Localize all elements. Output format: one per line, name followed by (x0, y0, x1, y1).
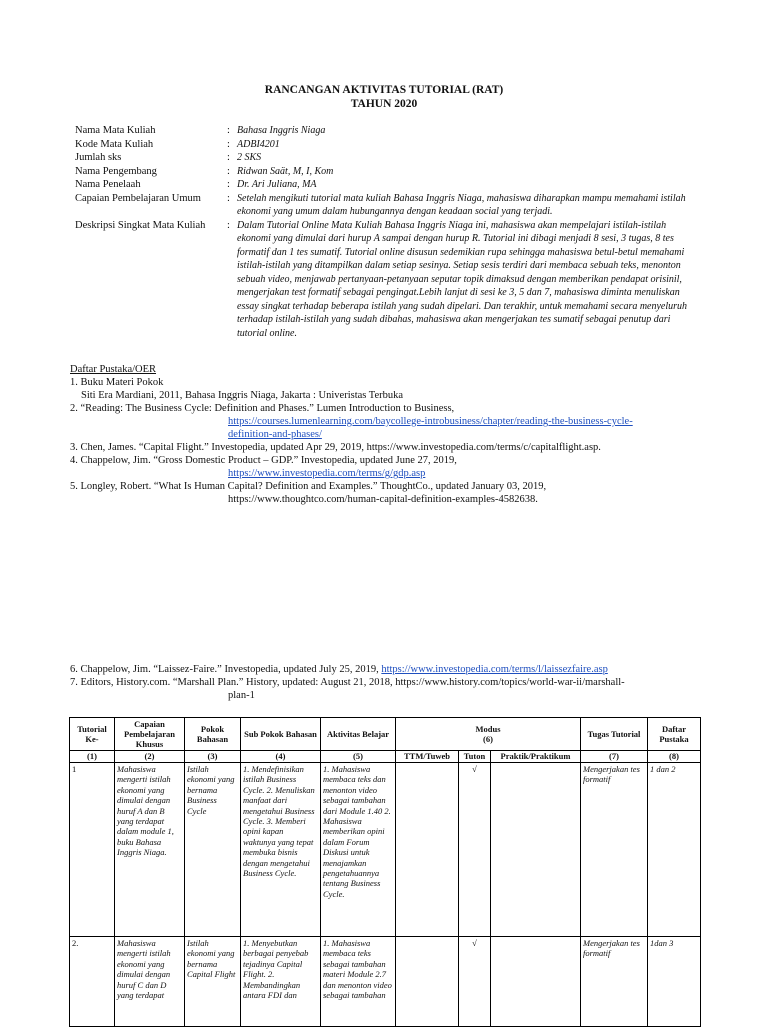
course-info (75, 124, 695, 340)
cell-praktik (491, 763, 581, 937)
cell-tugas: Mengerjakan tes formatif (581, 937, 648, 1027)
header-sub-pokok: Sub Pokok Bahasan (241, 718, 321, 751)
cell-pustaka: 1dan 3 (648, 937, 701, 1027)
cell-sub-pokok: 1. Mendefinisikan istilah Business Cycle. 2. Menuliskan manfaat dari mengetahui Business Cycle. 3. Memberi opini kapan waktunya yang tepat membuka bisnis dengan mengetahui Business Cycle. (241, 763, 321, 937)
cell-capaian: Mahasiswa mengerti istilah ekonomi yang dimulai dengan huruf A dan B yang terdapat dalam module 1, buku Bahasa Inggris Niaga. (115, 763, 185, 937)
reference-item: 2. “Reading: The Business Cycle: Definition and Phases.” Lumen Introduction to Business, (70, 403, 455, 414)
info-value: Bahasa Inggris Niaga (237, 125, 326, 136)
cell-pokok: Istilah ekonomi yang bernama Business Cycle (185, 763, 241, 937)
header-tutorial: Tutorial Ke- (70, 718, 115, 751)
document-title: RANCANGAN AKTIVITAS TUTORIAL (RAT) (264, 84, 504, 96)
cell-tutorial-no: 2. (70, 937, 115, 1027)
info-label: Kode Mata Kuliah (75, 138, 154, 150)
info-value: 2 SKS (237, 152, 262, 163)
header-modus: Modus (6) (396, 718, 581, 751)
info-row-sks: Jumlah sks : 2 SKS (75, 151, 695, 165)
cell-aktivitas: 1. Mahasiswa membaca teks dan menonton video sebagai tambahan dari Module 1.40 2. Mahasiswa memberikan opini dalam Forum Diskusi untuk menajamkan pengetahuannya tentang Business Cycle. (321, 763, 396, 937)
header-tugas: Tugas Tutorial (581, 718, 648, 751)
reference-item: 3. Chen, James. “Capital Flight.” Investopedia, updated Apr 29, 2019, https://www.investopedia.com/terms/c/capitalflight.asp. (70, 442, 601, 453)
cell-ttm (396, 763, 459, 937)
info-row-description: Deskripsi Singkat Mata Kuliah : Dalam Tutorial Online Mata Kuliah Bahasa Inggris Niaga ini, mahasiswa akan mempelajari istilah-istilah ekonomi yang dimulai dari hurup A sampai dengan hurup R. Tutorial ini dibagi menjadi 8 sesi, 3 tugas, 8 tes formatif dan 1 tes sumatif. Tutorial online disusun sedemikian rupa sehingga mahasiswa betul-betul memahami istilah-istilah yang ditampilkan dalam setiap sesinya. Setiap sesis terdiri dari membaca sebuah teks, menonton sebuah video, menjawab pertanyaan-petanyaan seputar topik dimaksud dengan memberikan pendapat orisinil, mengerjakan test formatif sebagai pengingat.Lebih lanjut di sesi ke 3, 5 dan 7, mahasiswa diminta menuliskan essay singkat terhadap beberapa istilah yang sudah dipelari. Dan terakhir, untuk memahami secara menyeluruh terhadap istilah-istilah yang sudah dibahas, mahasiswa akan mengerjakan tes sumatif sebagai penutup dari tutorial online. (75, 219, 695, 341)
info-label: Nama Mata Kuliah (75, 125, 156, 136)
info-row-reviewer: Nama Penelaah : Dr. Ari Juliana, MA (75, 178, 695, 192)
reference-link[interactable]: https://www.investopedia.com/terms/l/laissezfaire.asp (381, 664, 608, 675)
reference-item: 6. Chappelow, Jim. “Laissez-Faire.” Investopedia, updated July 25, 2019, https://www.investopedia.com/terms/l/laissezfaire.asp (70, 664, 608, 675)
cell-sub-pokok: 1. Menyebutkan berbagai penyebab tejadinya Capital Flight. 2. Membandingkan antara FDI dan (241, 937, 321, 1027)
info-value: Setelah mengikuti tutorial mata kuliah Bahasa Inggris Niaga, mahasiswa diharapkan mampu memahami istilah ekonomi yang umum dalam hubungannya dengan keadaan social yang terjadi. (237, 192, 686, 217)
header-tuton: Tuton (459, 751, 491, 763)
info-label: Deskripsi Singkat Mata Kuliah (75, 219, 206, 231)
cell-pustaka: 1 dan 2 (648, 763, 701, 937)
cell-tutorial-no: 1 (70, 763, 115, 937)
table-row (70, 763, 701, 937)
info-value: ADBI4201 (237, 138, 280, 150)
header-capaian: Capaian Pembelajaran Khusus (115, 718, 185, 751)
cell-tuton-check: √ (459, 763, 491, 937)
document-year: TAHUN 2020 (350, 98, 418, 110)
cell-tugas: Mengerjakan tes formatif (581, 763, 648, 937)
info-row-developer: Nama Pengembang : Ridwan Saät, M, I, Kom (75, 165, 695, 179)
info-label: Nama Penelaah (75, 179, 141, 190)
reference-item-detail: Siti Era Mardiani, 2011, Bahasa Inggris Niaga, Jakarta : Univeristas Terbuka (81, 390, 404, 401)
info-value: Dr. Ari Juliana, MA (237, 179, 317, 190)
reference-item-detail: https://www.thoughtco.com/human-capital-definition-examples-4582638. (228, 494, 538, 505)
cell-praktik (491, 937, 581, 1027)
reference-item: 7. Editors, History.com. “Marshall Plan.” History, updated: August 21, 2018, https://www.history.com/topics/world-war-ii/marshall- (70, 677, 625, 688)
info-row-learning-outcome: Capaian Pembelajaran Umum : Setelah mengikuti tutorial mata kuliah Bahasa Inggris Niaga, mahasiswa diharapkan mampu memahami istilah ekonomi yang umum dalam hubungannya dengan keadaan social yang terjadi. (75, 192, 695, 219)
info-label: Capaian Pembelajaran Umum (75, 192, 201, 204)
header-ttm: TTM/Tuweb (396, 751, 459, 763)
info-row-course-code: Kode Mata Kuliah : ADBI4201 (75, 138, 695, 152)
info-value: Ridwan Saät, M, I, Kom (237, 165, 334, 177)
reference-list-continued (70, 663, 710, 702)
cell-tuton-check: √ (459, 937, 491, 1027)
cell-pokok: Istilah ekonomi yang bernama Capital Flight (185, 937, 241, 1027)
cell-ttm (396, 937, 459, 1027)
column-number-row: (1) (2) (3) (4) (5) TTM/Tuweb Tuton Praktik/Praktikum (7) (8) (70, 751, 701, 763)
reference-item: 1. Buku Materi Pokok (70, 377, 164, 388)
cell-capaian: Mahasiswa mengerti istilah ekonomi yang dimulai dengan huruf C dan D yang terdapat (115, 937, 185, 1027)
tutorial-activity-table (69, 717, 701, 1027)
reference-item-detail: plan-1 (228, 690, 255, 701)
reference-link[interactable]: https://www.investopedia.com/terms/g/gdp.asp (228, 468, 426, 479)
header-aktivitas: Aktivitas Belajar (321, 718, 396, 751)
cell-aktivitas: 1. Mahasiswa membaca teks sebagai tambahan materi Module 2.7 dan menonton video sebagai tambahan (321, 937, 396, 1027)
info-label: Jumlah sks (75, 152, 122, 163)
info-label: Nama Pengembang (75, 165, 157, 177)
header-praktik: Praktik/Praktikum (491, 751, 581, 763)
header-pokok: Pokok Bahasan (185, 718, 241, 751)
reference-list (70, 363, 710, 506)
table-row (70, 937, 701, 1027)
reference-item: 4. Chappelow, Jim. “Gross Domestic Product – GDP.” Investopedia, updated June 27, 2019, (70, 455, 457, 466)
reference-item: 5. Longley, Robert. “What Is Human Capital? Definition and Examples.” ThoughtCo., updated January 03, 2019, (70, 481, 547, 492)
info-value: Dalam Tutorial Online Mata Kuliah Bahasa Inggris Niaga ini, mahasiswa akan mempelajari istilah-istilah ekonomi yang dimulai dari hurup A sampai dengan hurup R. Tutorial ini dibagi menjadi 8 sesi, 3 tugas, 8 tes formatif dan 1 tes sumatif. Tutorial online disusun sedemikian rupa sehingga mahasiswa betul-betul memahami istilah-istilah yang ditampilkan dalam setiap sesinya. Setiap sesis terdiri dari membaca sebuah teks, menonton sebuah video, menjawab pertanyaan-petanyaan seputar topik dimaksud dengan memberikan pendapat orisinil, mengerjakan test formatif sebagai pengingat.Lebih lanjut di sesi ke 3, 5 dan 7, mahasiswa diminta menuliskan essay singkat terhadap beberapa istilah yang sudah dipelari. Dan terakhir, untuk memahami secara menyeluruh terhadap istilah-istilah yang sudah dibahas, mahasiswa akan mengerjakan tes sumatif sebagai penutup dari tutorial online. (237, 219, 688, 339)
reference-link[interactable]: https://courses.lumenlearning.com/baycollege-introbusiness/chapter/reading-the-business-cycle- (228, 416, 633, 427)
references-heading: Daftar Pustaka/OER (70, 364, 157, 375)
header-pustaka: Daftar Pustaka (648, 718, 701, 751)
info-row-course-name: Nama Mata Kuliah : Bahasa Inggris Niaga (75, 124, 695, 138)
reference-link[interactable]: definition-and-phases/ (228, 429, 322, 440)
